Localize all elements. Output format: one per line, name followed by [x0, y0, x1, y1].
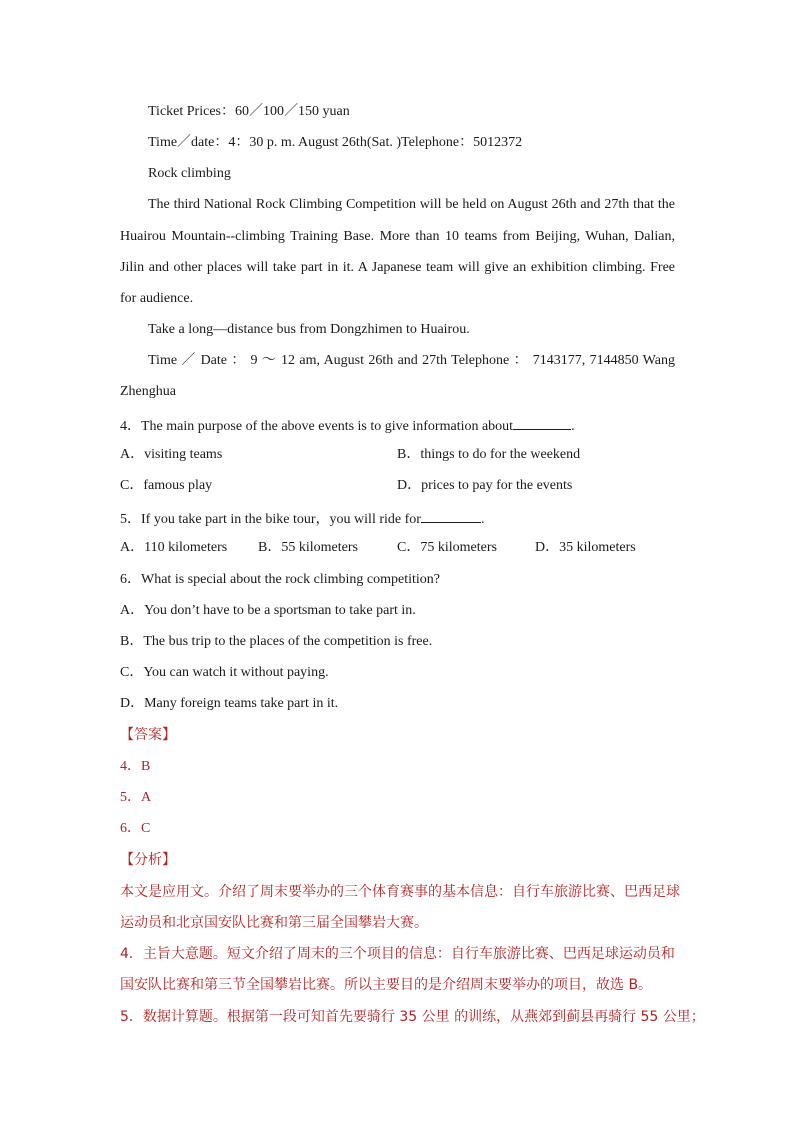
- time-date-line-1: Time／date：4：30 p. m. August 26th(Sat. )Telephone：5012372: [148, 135, 523, 150]
- question-5-option-b: B．55 kilometers: [258, 540, 358, 555]
- analysis-heading: 【分析】: [120, 852, 176, 868]
- analysis-line-5: 5．数据计算题。根据第一段可知首先要骑行 35 公里 的训练，从燕郊到蓟县再骑行 55 公里；: [120, 1009, 705, 1025]
- stem-period: .: [480, 512, 485, 527]
- question-6-stem: 6．What is special about the rock climbing competition?: [120, 572, 440, 587]
- rock-paragraph-line-4: for audience.: [120, 291, 194, 306]
- question-6-option-d: D．Many foreign teams take part in it.: [120, 696, 339, 711]
- question-6-option-c: C．You can watch it without paying.: [120, 665, 329, 680]
- time-date-line-2: Time ／ Date ： 9 ～ 12 am, August 26th and 27th Telephone ： 7143177, 7144850 Wang: [148, 353, 675, 368]
- rock-climbing-title: Rock climbing: [148, 166, 231, 181]
- answer-4: 4．B: [120, 759, 151, 774]
- analysis-line-3: 4．主旨大意题。短文介绍了周末的三个项目的信息：自行车旅游比赛、巴西足球运动员和: [120, 946, 675, 962]
- stem-period: .: [571, 419, 575, 434]
- question-6-option-b: B．The bus trip to the places of the competition is free.: [120, 634, 433, 649]
- analysis-line-2: 运动员和北京国安队比赛和第三届全国攀岩大赛。: [120, 915, 428, 931]
- question-stem-text: 4．The main purpose of the above events is to give information about: [120, 419, 514, 434]
- answer-blank: [421, 508, 481, 523]
- question-4-option-b: B．things to do for the weekend: [397, 447, 581, 462]
- rock-paragraph-line-3: Jilin and other places will take part in it. A Japanese team will give an exhibition climbing. Free: [120, 260, 675, 275]
- ticket-prices-line: Ticket Prices：60／100／150 yuan: [148, 104, 350, 119]
- rock-paragraph-line-2: Huairou Mountain--climbing Training Base. More than 10 teams from Beijing, Wuhan, Dalian,: [120, 229, 675, 244]
- question-5-stem: [120, 508, 484, 529]
- question-5-option-c: C．75 kilometers: [397, 540, 497, 555]
- question-4-stem: [120, 415, 575, 436]
- question-5-option-d: D．35 kilometers: [535, 540, 636, 555]
- time-date-line-2-cont: Zhenghua: [120, 384, 176, 399]
- question-6-option-a: A．You don’t have to be a sportsman to take part in.: [120, 603, 416, 618]
- bus-info-line: Take a long—distance bus from Dongzhimen to Huairou.: [148, 322, 470, 337]
- question-4-option-d: D．prices to pay for the events: [397, 478, 573, 493]
- rock-paragraph-line-1: The third National Rock Climbing Competition will be held on August 26th and 27th that the: [148, 197, 675, 212]
- question-stem-text: 5．If you take part in the bike tour，you will ride for: [120, 512, 421, 527]
- question-5-option-a: A．110 kilometers: [120, 540, 228, 555]
- question-4-option-c: C．famous play: [120, 478, 213, 493]
- analysis-line-1: 本文是应用文。介绍了周末要举办的三个体育赛事的基本信息：自行车旅游比赛、巴西足球: [120, 884, 680, 900]
- answer-5: 5．A: [120, 790, 152, 805]
- answer-heading: 【答案】: [120, 727, 176, 743]
- answer-6: 6．C: [120, 821, 151, 836]
- question-4-option-a: A．visiting teams: [120, 447, 223, 462]
- analysis-line-4: 国安队比赛和第三节全国攀岩比赛。所以主要目的是介绍周末要举办的项目，故选 B。: [120, 977, 653, 993]
- answer-blank: [513, 415, 571, 430]
